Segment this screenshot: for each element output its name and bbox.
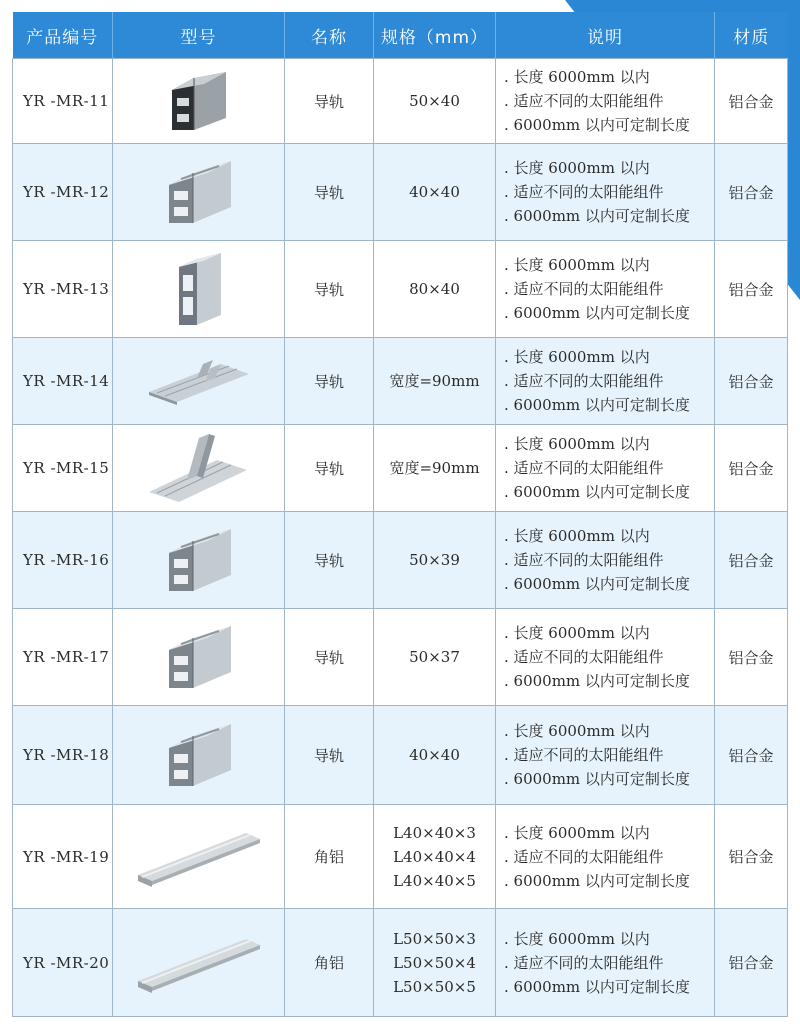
header-model: 型号 <box>113 12 285 59</box>
spec-line: L50×50×4 <box>393 953 476 972</box>
spec-line: L40×40×5 <box>393 871 476 890</box>
rail-profile-icon <box>113 622 284 692</box>
product-image-cell <box>113 425 285 512</box>
product-code: YR -MR-15 <box>13 425 113 512</box>
desc-line: . 适应不同的太阳能组件 <box>504 280 664 298</box>
product-image-cell <box>113 338 285 425</box>
desc-line: . 6000mm 以内可定制长度 <box>504 672 690 690</box>
product-desc <box>496 338 715 425</box>
product-desc <box>496 241 715 338</box>
header-desc: 说明 <box>496 12 715 59</box>
product-spec <box>374 706 496 805</box>
product-desc <box>496 144 715 241</box>
rail-profile-icon <box>113 720 284 790</box>
header-spec: 规格（mm） <box>374 12 496 59</box>
desc-line: . 长度 6000mm 以内 <box>504 348 650 366</box>
product-name: 角铝 <box>285 909 374 1017</box>
rail-profile-dark-icon <box>113 68 284 134</box>
table-row <box>13 706 788 805</box>
desc-line: . 长度 6000mm 以内 <box>504 159 650 177</box>
angle-aluminum-icon <box>113 933 284 993</box>
product-desc <box>496 609 715 706</box>
angle-aluminum-icon <box>113 827 284 887</box>
product-material: 铝合金 <box>715 425 788 512</box>
product-table <box>12 12 788 1017</box>
product-desc <box>496 805 715 909</box>
table-row <box>13 512 788 609</box>
product-desc <box>496 706 715 805</box>
desc-line: . 适应不同的太阳能组件 <box>504 92 664 110</box>
header-name: 名称 <box>285 12 374 59</box>
desc-line: . 6000mm 以内可定制长度 <box>504 575 690 593</box>
desc-line: . 长度 6000mm 以内 <box>504 722 650 740</box>
table-row <box>13 59 788 144</box>
product-code: YR -MR-12 <box>13 144 113 241</box>
product-image-cell <box>113 609 285 706</box>
product-name: 导轨 <box>285 241 374 338</box>
product-code: YR -MR-17 <box>13 609 113 706</box>
spec-line: 宽度=90mm <box>389 459 480 477</box>
rail-tall-profile-icon <box>113 251 284 327</box>
product-spec <box>374 241 496 338</box>
product-code: YR -MR-13 <box>13 241 113 338</box>
product-spec <box>374 805 496 909</box>
rail-profile-icon <box>113 525 284 595</box>
desc-line: . 长度 6000mm 以内 <box>504 624 650 642</box>
spec-line: L50×50×5 <box>393 977 476 996</box>
desc-line: . 长度 6000mm 以内 <box>504 435 650 453</box>
flat-rail-fin-icon <box>113 430 284 506</box>
product-spec <box>374 909 496 1017</box>
rail-profile-icon <box>113 157 284 227</box>
table-row <box>13 425 788 512</box>
desc-line: . 适应不同的太阳能组件 <box>504 372 664 390</box>
product-material: 铝合金 <box>715 144 788 241</box>
spec-line: L40×40×4 <box>393 847 476 866</box>
spec-line: 50×37 <box>409 648 460 666</box>
desc-line: . 适应不同的太阳能组件 <box>504 953 664 972</box>
product-name: 导轨 <box>285 512 374 609</box>
table-header-row <box>13 12 788 59</box>
product-image-cell <box>113 512 285 609</box>
desc-line: . 6000mm 以内可定制长度 <box>504 770 690 788</box>
product-name: 导轨 <box>285 706 374 805</box>
table-row <box>13 241 788 338</box>
desc-line: . 适应不同的太阳能组件 <box>504 746 664 764</box>
product-name: 角铝 <box>285 805 374 909</box>
desc-line: . 适应不同的太阳能组件 <box>504 459 664 477</box>
product-material: 铝合金 <box>715 338 788 425</box>
flat-rail-icon <box>113 356 284 406</box>
desc-line: . 长度 6000mm 以内 <box>504 823 650 842</box>
desc-line: . 6000mm 以内可定制长度 <box>504 116 690 134</box>
desc-line: . 长度 6000mm 以内 <box>504 929 650 948</box>
spec-line: 80×40 <box>409 280 460 298</box>
desc-line: . 6000mm 以内可定制长度 <box>504 396 690 414</box>
product-code: YR -MR-11 <box>13 59 113 144</box>
product-code: YR -MR-14 <box>13 338 113 425</box>
spec-line: 40×40 <box>409 746 460 764</box>
table-row <box>13 338 788 425</box>
product-spec <box>374 144 496 241</box>
product-material: 铝合金 <box>715 512 788 609</box>
product-spec <box>374 609 496 706</box>
product-code: YR -MR-19 <box>13 805 113 909</box>
desc-line: . 长度 6000mm 以内 <box>504 527 650 545</box>
product-name: 导轨 <box>285 338 374 425</box>
spec-line: 40×40 <box>409 183 460 201</box>
product-spec <box>374 338 496 425</box>
product-material: 铝合金 <box>715 706 788 805</box>
product-material: 铝合金 <box>715 241 788 338</box>
product-material: 铝合金 <box>715 805 788 909</box>
product-desc <box>496 909 715 1017</box>
header-code: 产品编号 <box>13 12 113 59</box>
desc-line: . 6000mm 以内可定制长度 <box>504 483 690 501</box>
product-desc <box>496 512 715 609</box>
desc-line: . 6000mm 以内可定制长度 <box>504 977 690 996</box>
product-image-cell <box>113 909 285 1017</box>
spec-line: L40×40×3 <box>393 823 476 842</box>
product-image-cell <box>113 706 285 805</box>
desc-line: . 6000mm 以内可定制长度 <box>504 304 690 322</box>
desc-line: . 适应不同的太阳能组件 <box>504 648 664 666</box>
desc-line: . 长度 6000mm 以内 <box>504 68 650 86</box>
product-code: YR -MR-20 <box>13 909 113 1017</box>
product-spec <box>374 512 496 609</box>
product-image-cell <box>113 241 285 338</box>
product-material: 铝合金 <box>715 609 788 706</box>
table-row <box>13 609 788 706</box>
spec-line: 50×39 <box>409 551 460 569</box>
desc-line: . 长度 6000mm 以内 <box>504 256 650 274</box>
product-image-cell <box>113 144 285 241</box>
product-material: 铝合金 <box>715 909 788 1017</box>
header-material: 材质 <box>715 12 788 59</box>
product-image-cell <box>113 805 285 909</box>
desc-line: . 6000mm 以内可定制长度 <box>504 207 690 225</box>
product-name: 导轨 <box>285 144 374 241</box>
product-material: 铝合金 <box>715 59 788 144</box>
product-name: 导轨 <box>285 425 374 512</box>
table-row <box>13 909 788 1017</box>
product-code: YR -MR-16 <box>13 512 113 609</box>
spec-line: 50×40 <box>409 92 460 110</box>
desc-line: . 6000mm 以内可定制长度 <box>504 871 690 890</box>
product-name: 导轨 <box>285 59 374 144</box>
desc-line: . 适应不同的太阳能组件 <box>504 183 664 201</box>
table-row <box>13 805 788 909</box>
table-row <box>13 144 788 241</box>
spec-line: L50×50×3 <box>393 929 476 948</box>
desc-line: . 适应不同的太阳能组件 <box>504 847 664 866</box>
product-spec <box>374 425 496 512</box>
product-desc <box>496 59 715 144</box>
desc-line: . 适应不同的太阳能组件 <box>504 551 664 569</box>
table-body <box>13 59 788 1017</box>
product-image-cell <box>113 59 285 144</box>
product-code: YR -MR-18 <box>13 706 113 805</box>
product-desc <box>496 425 715 512</box>
product-name: 导轨 <box>285 609 374 706</box>
product-spec <box>374 59 496 144</box>
spec-line: 宽度=90mm <box>389 372 480 390</box>
